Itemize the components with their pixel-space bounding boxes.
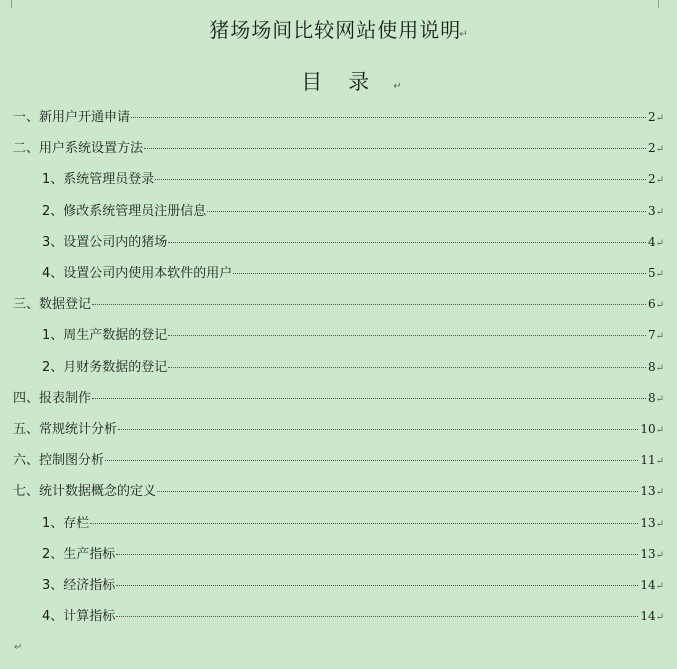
toc-leader-dots — [116, 553, 638, 555]
toc-entry-label: 1、存栏 — [42, 515, 90, 531]
toc-entry[interactable] — [42, 357, 664, 377]
toc-page-number: 11 — [640, 453, 656, 468]
document-title-text: 猪场场间比较网站使用说明 — [209, 18, 462, 42]
toc-entry[interactable] — [13, 294, 664, 314]
toc-entry-page — [640, 481, 664, 503]
toc-entry[interactable] — [42, 544, 664, 564]
toc-entry-page — [648, 201, 664, 223]
toc-entry-page — [640, 575, 664, 597]
paragraph-mark-icon: ↵ — [655, 487, 664, 499]
toc-entry-label: 2、修改系统管理员注册信息 — [42, 203, 207, 219]
toc-entry-page — [648, 294, 664, 316]
paragraph-mark-icon: ↵ — [655, 518, 664, 530]
toc-page-number: 13 — [640, 546, 656, 561]
toc-entry-page — [648, 107, 664, 129]
toc-entry[interactable] — [13, 138, 664, 158]
toc-entry-page — [648, 263, 664, 285]
toc-leader-dots — [92, 303, 646, 305]
toc-page-number: 2 — [647, 141, 656, 156]
toc-leader-dots — [105, 459, 638, 461]
toc-page-number: 13 — [640, 484, 656, 499]
toc-entry[interactable] — [42, 325, 664, 345]
page-corner-mark-left — [3, 0, 12, 8]
toc-entry-label: 六、控制图分析 — [13, 453, 105, 469]
toc-page-number: 14 — [640, 609, 656, 624]
toc-page-number: 13 — [640, 515, 656, 530]
toc-entry-label: 4、设置公司内使用本软件的用户 — [42, 266, 233, 281]
toc-entry[interactable] — [13, 388, 664, 408]
toc-page-number: 2 — [647, 172, 656, 187]
paragraph-mark-icon: ↵ — [655, 175, 664, 187]
toc-leader-dots — [168, 241, 646, 243]
toc-page-number: 5 — [647, 266, 656, 280]
paragraph-mark-icon: ↵ — [655, 393, 664, 405]
toc-entry[interactable] — [42, 201, 664, 221]
paragraph-mark-icon: ↵ — [655, 237, 664, 249]
toc-leader-dots — [118, 428, 638, 430]
toc-leader-dots — [155, 178, 646, 180]
toc-entry[interactable] — [42, 575, 664, 595]
toc-entry-label: 3、设置公司内的猪场 — [42, 234, 168, 250]
toc-leader-dots — [116, 615, 638, 617]
toc-entry-page — [640, 419, 664, 441]
toc-leader-dots — [90, 522, 638, 524]
toc-page-number: 7 — [647, 328, 656, 343]
toc-entry[interactable] — [42, 513, 664, 533]
toc-page-number: 8 — [647, 390, 656, 405]
toc-entry-label: 2、月财务数据的登记 — [42, 359, 168, 375]
toc-page-number: 8 — [647, 359, 656, 374]
toc-entry-page — [640, 606, 664, 628]
toc-entry[interactable] — [13, 107, 664, 127]
toc-page-number: 3 — [647, 203, 656, 218]
toc-entry-label: 2、生产指标 — [42, 546, 116, 562]
toc-page-number: 14 — [640, 578, 656, 592]
toc-leader-dots — [131, 116, 646, 118]
toc-entry-label: 三、数据登记 — [13, 297, 92, 313]
document-title — [0, 14, 677, 43]
toc-page-number: 10 — [640, 422, 656, 436]
toc-leader-dots — [157, 490, 638, 492]
toc-entry-page — [648, 232, 664, 254]
toc-page-number: 2 — [647, 110, 656, 124]
toc-entry-page — [640, 450, 664, 472]
toc-entry-label: 4、计算指标 — [42, 609, 116, 625]
paragraph-mark-icon: ↵ — [655, 425, 664, 436]
paragraph-mark-icon: ↵ — [655, 269, 664, 280]
page-corner-mark-right — [658, 0, 667, 8]
toc-entry[interactable] — [13, 481, 664, 501]
toc-leader-dots — [144, 147, 646, 149]
toc-entry-label: 四、报表制作 — [13, 390, 92, 406]
toc-entry-page — [640, 544, 664, 566]
toc-entry-page — [648, 169, 664, 191]
toc-entry-page — [640, 513, 664, 535]
toc-leader-dots — [168, 334, 646, 336]
paragraph-mark-icon: ↵ — [655, 581, 664, 592]
paragraph-mark-icon: ↵ — [459, 29, 468, 40]
paragraph-mark-icon: ↵ — [655, 144, 664, 156]
toc-entry-page — [648, 388, 664, 410]
paragraph-mark-icon: ↵ — [655, 362, 664, 374]
toc-entry-page — [648, 357, 664, 379]
toc-entry[interactable] — [42, 232, 664, 252]
toc-entry-label: 3、经济指标 — [42, 578, 116, 593]
toc-entry-label: 1、系统管理员登录 — [42, 172, 155, 188]
toc-entry[interactable] — [42, 169, 664, 189]
paragraph-mark-icon: ↵ — [655, 456, 664, 468]
paragraph-mark-icon: ↵ — [14, 642, 23, 653]
toc-leader-dots — [92, 397, 646, 399]
toc-entry[interactable] — [13, 450, 664, 470]
toc-entry[interactable] — [13, 419, 664, 439]
toc-entry-label: 五、常规统计分析 — [13, 422, 118, 437]
paragraph-mark-icon: ↵ — [655, 206, 664, 218]
toc-entry-label: 1、周生产数据的登记 — [42, 328, 168, 344]
toc-entry[interactable] — [42, 606, 664, 626]
toc-entry-label: 二、用户系统设置方法 — [13, 141, 144, 157]
toc-entry-page — [648, 325, 664, 347]
toc-leader-dots — [233, 272, 646, 274]
toc-leader-dots — [116, 584, 638, 586]
paragraph-mark-icon: ↵ — [655, 549, 664, 561]
toc-heading-text: 目录 — [301, 70, 396, 94]
toc-page-number: 6 — [647, 297, 656, 312]
toc-entry-label: 一、新用户开通申请 — [13, 110, 131, 125]
paragraph-mark-icon: ↵ — [655, 612, 664, 624]
toc-leader-dots — [207, 210, 646, 212]
toc-leader-dots — [168, 366, 646, 368]
paragraph-mark-icon: ↵ — [393, 81, 402, 92]
toc-entry-page — [648, 138, 664, 160]
toc-page-number: 4 — [647, 234, 656, 249]
paragraph-mark-icon: ↵ — [655, 331, 664, 343]
toc-entry-label: 七、统计数据概念的定义 — [13, 484, 157, 500]
paragraph-mark-icon: ↵ — [655, 113, 664, 124]
toc-entry[interactable] — [42, 263, 664, 283]
toc-heading — [0, 66, 677, 96]
paragraph-mark-icon: ↵ — [655, 300, 664, 312]
